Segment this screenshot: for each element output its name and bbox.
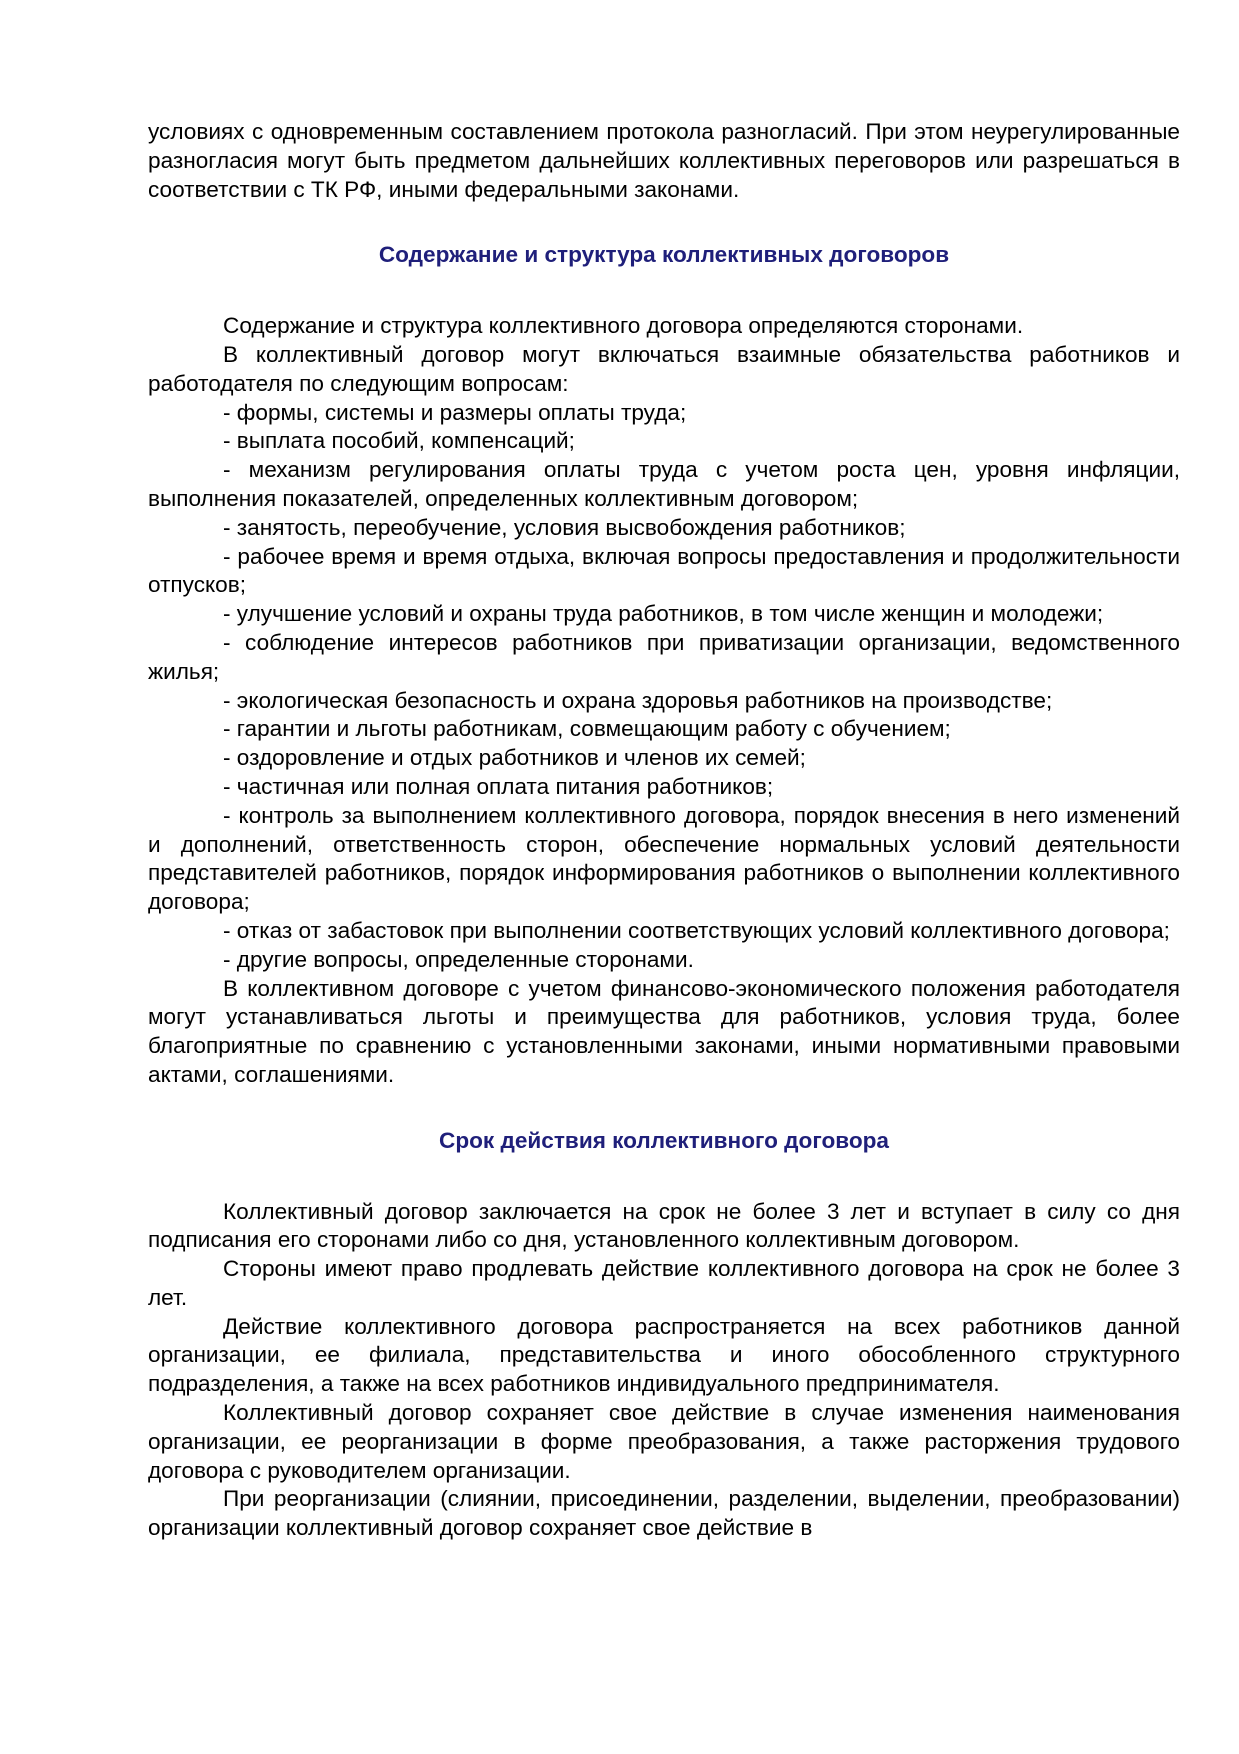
section-heading-term: Срок действия коллективного договора <box>439 1127 889 1153</box>
list-item: - занятость, переобучение, условия высвобождения работников; <box>223 514 906 540</box>
list-item: - другие вопросы, определенные сторонами. <box>223 946 694 972</box>
list-item: - частичная или полная оплата питания работников; <box>223 773 774 799</box>
list-item: - оздоровление и отдых работников и членов их семей; <box>223 745 806 771</box>
paragraph: При реорганизации (слиянии, присоединении, разделении, выделении, преобразовании) организации коллективный договор сохраняет свое действие в <box>148 1486 1180 1541</box>
list-item: - гарантии и льготы работникам, совмещающим работу с обучением; <box>223 716 951 742</box>
section-heading-content-structure: Содержание и структура коллективных договоров <box>378 242 950 268</box>
list-item: - улучшение условий и охраны труда работников, в том числе женщин и молодежи; <box>223 601 1104 627</box>
paragraph: В коллективный договор могут включаться взаимные обязательства работников и работодателя по следующим вопросам: <box>148 341 1180 396</box>
list-item: - механизм регулирования оплаты труда с учетом роста цен, уровня инфляции, выполнения показателей, определенных коллективным договором; <box>148 457 1180 511</box>
paragraph: Действие коллективного договора распространяется на всех работников данной организации, ее филиала, представительства и иного обособленного структурного подразделения, а также на всех работников индивидуального предпринимателя. <box>148 1313 1180 1397</box>
list-item: - контроль за выполнением коллективного договора, порядок внесения в него изменений и дополнений, ответственность сторон, обеспечение нормальных условий деятельности представителей работников, порядок информирования работников о выполнении коллективного договора; <box>148 802 1180 915</box>
list-item: - отказ от забастовок при выполнении соответствующих условий коллективного договора; <box>223 917 1170 943</box>
list-item: - соблюдение интересов работников при приватизации организации, ведомственного жилья; <box>148 629 1180 684</box>
list-item: - формы, системы и размеры оплаты труда; <box>223 399 687 425</box>
list-item: - экологическая безопасность и охрана здоровья работников на производстве; <box>223 687 1053 713</box>
paragraph: Коллективный договор сохраняет свое действие в случае изменения наименования организации, ее реорганизации в форме преобразования, а также расторжения трудового договора с руководителем организации. <box>148 1400 1180 1483</box>
paragraph: Содержание и структура коллективного договора определяются сторонами. <box>223 313 1024 339</box>
paragraph: Стороны имеют право продлевать действие коллективного договора на срок не более 3 лет. <box>148 1256 1180 1310</box>
paragraph: Коллективный договор заключается на срок не более 3 лет и вступает в силу со дня подписания его сторонами либо со дня, установленного коллективным договором. <box>148 1198 1180 1253</box>
list-item: - рабочее время и время отдыха, включая вопросы предоставления и продолжительности отпусков; <box>148 543 1180 598</box>
paragraph: В коллективном договоре с учетом финансово-экономического положения работодателя могут устанавливаться льготы и преимущества для работников, условия труда, более благоприятные по сравнению с установленными законами, иными нормативными правовыми актами, соглашениями. <box>148 975 1180 1087</box>
intro-paragraph: условиях с одновременным составлением протокола разногласий. При этом неурегулированные разногласия могут быть предметом дальнейших коллективных переговоров или разрешаться в соответствии с ТК РФ, иными федеральными законами. <box>148 119 1180 202</box>
document-page <box>148 118 1180 1543</box>
list-item: - выплата пособий, компенсаций; <box>223 428 575 454</box>
